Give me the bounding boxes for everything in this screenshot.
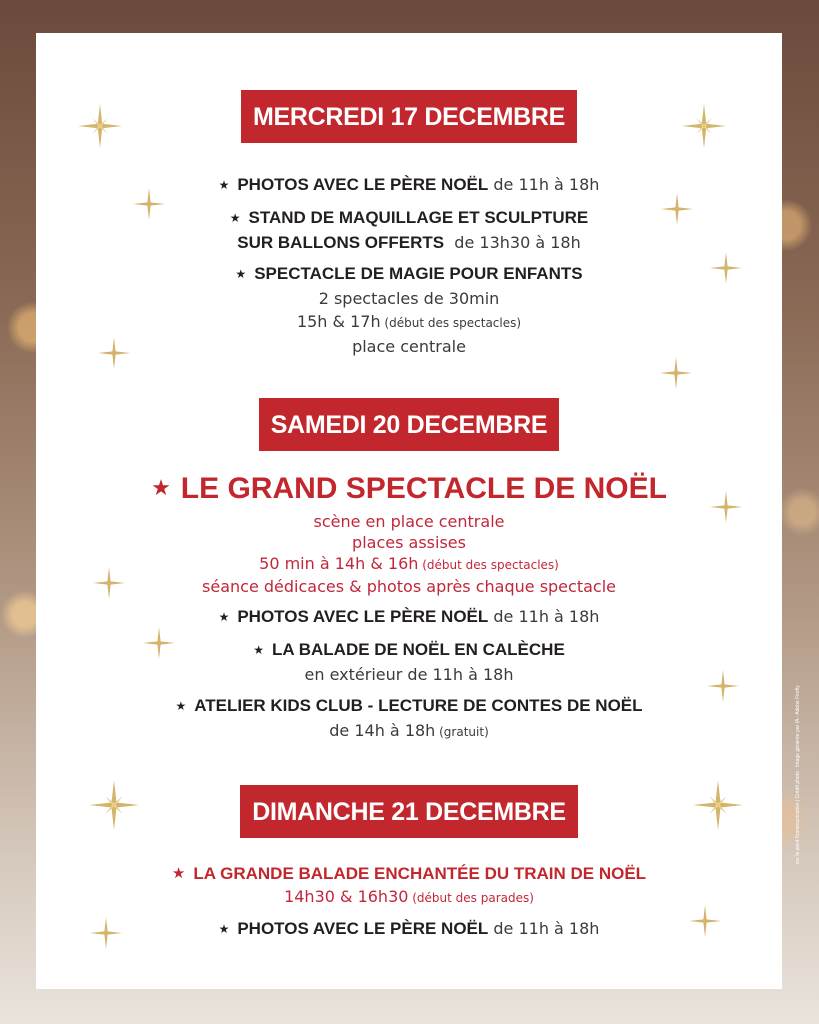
day-section-wednesday <box>36 90 782 143</box>
black-star-icon: ★ <box>218 922 230 936</box>
black-star-icon: ★ <box>218 610 230 624</box>
day-banner: DIMANCHE 21 DECEMBRE <box>240 785 577 838</box>
headline-detail: séance dédicaces & photos après chaque spectacle <box>202 577 616 596</box>
event-detail: de 14h à 18h (gratuit) <box>329 721 489 740</box>
red-star-icon: ★ <box>151 476 171 501</box>
black-star-icon: ★ <box>229 211 241 225</box>
event-item: ★ STAND DE MAQUILLAGE ET SCULPTURE <box>229 208 589 227</box>
event-detail: place centrale <box>352 337 466 356</box>
event-item: ★ LA BALADE DE NOËL EN CALÈCHE <box>253 640 565 659</box>
black-star-icon: ★ <box>253 643 264 657</box>
headline-event: ★ LE GRAND SPECTACLE DE NOËL <box>151 472 667 505</box>
day-banner: MERCREDI 17 DECEMBRE <box>241 90 577 143</box>
headline-detail: 50 min à 14h & 16h (début des spectacles) <box>259 554 559 573</box>
event-item: ★ PHOTOS AVEC LE PÈRE NOËL de 11h à 18h <box>218 919 600 938</box>
black-star-icon: ★ <box>235 267 247 281</box>
event-item: ★ PHOTOS AVEC LE PÈRE NOËL de 11h à 18h <box>218 607 600 626</box>
event-item: ★ ATELIER KIDS CLUB - LECTURE DE CONTES DE NOËL <box>175 696 643 715</box>
day-banner: SAMEDI 20 DECEMBRE <box>259 398 560 451</box>
red-star-icon: ★ <box>171 864 186 882</box>
photo-credit: sur le point l'communication | Crédit photo : Image générée par IA - Adobe Firefly <box>795 685 801 865</box>
highlight-event: ★ LA GRANDE BALADE ENCHANTÉE DU TRAIN DE NOËL <box>171 864 647 883</box>
day-events-wednesday <box>36 173 782 358</box>
event-item: ★ PHOTOS AVEC LE PÈRE NOËL de 11h à 18h <box>218 175 600 194</box>
day-events-sunday <box>36 862 782 942</box>
event-item: ★ SPECTACLE DE MAGIE POUR ENFANTS <box>235 264 583 283</box>
black-star-icon: ★ <box>218 178 230 192</box>
highlight-detail: 14h30 & 16h30 (début des parades) <box>284 887 534 906</box>
headline-detail: scène en place centrale <box>313 512 505 531</box>
day-section-sunday <box>36 785 782 838</box>
headline-detail: places assises <box>352 533 466 552</box>
day-events-saturday <box>36 471 782 744</box>
event-detail: en extérieur de 11h à 18h <box>304 665 514 684</box>
sparkle-star-icon <box>660 357 692 389</box>
day-section-saturday <box>36 398 782 451</box>
event-detail: 2 spectacles de 30min <box>318 289 500 308</box>
event-item-continued: SUR BALLONS OFFERTS de 13h30 à 18h <box>237 233 581 252</box>
black-star-icon: ★ <box>175 699 187 713</box>
event-detail: 15h & 17h (début des spectacles) <box>296 312 522 331</box>
program-card <box>36 33 782 989</box>
